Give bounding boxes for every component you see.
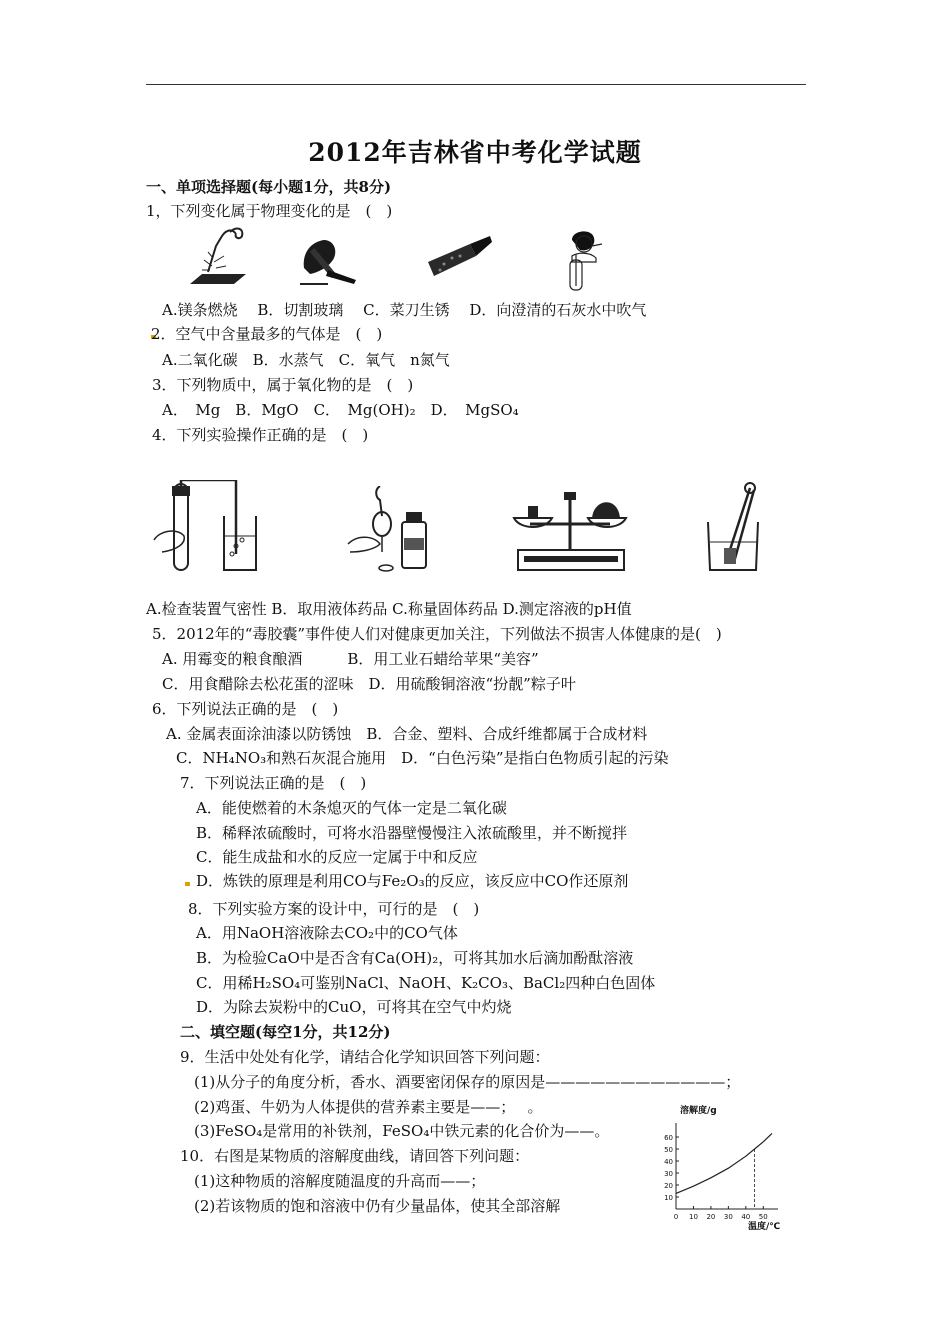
- question-7-option-b: B．稀释浓硫酸时，可将水沿器壁慢慢注入浓硫酸里，并不断搅拌: [196, 824, 628, 842]
- question-8-option-c: C．用稀H₂SO₄可鉴别NaCl、NaOH、K₂CO₃、BaCl₂四种白色固体: [196, 974, 656, 992]
- balance-weighing-image: [510, 488, 632, 574]
- y-tick-label: 30: [664, 1170, 673, 1178]
- question-9-part-3: (3)FeSO₄是常用的补铁剂，FeSO₄中铁元素的化合价为——。: [194, 1122, 610, 1140]
- ph-test-image: [700, 482, 772, 576]
- x-tick-label: 0: [673, 1213, 679, 1221]
- x-tick-label: 30: [723, 1213, 733, 1221]
- x-tick-label: 10: [688, 1213, 698, 1221]
- question-8-option-b: B．为检验CaO中是否含有Ca(OH)₂，可将其加水后滴加酚酞溶液: [196, 949, 634, 967]
- question-3: 3．下列物质中，属于氧化物的是 ( ): [152, 376, 414, 394]
- question-7-option-a: A．能使燃着的木条熄灭的气体一定是二氧化碳: [196, 799, 507, 817]
- question-5-options-ab: A. 用霉变的粮食酿酒 B．用工业石蜡给苹果“美容”: [162, 650, 539, 668]
- y-tick-label: 10: [664, 1194, 673, 1202]
- magnesium-burning-image: [186, 226, 256, 290]
- page-title: 2012年吉林省中考化学试题: [308, 138, 642, 167]
- question-2: 2．空气中含量最多的气体是 ( ): [151, 325, 383, 343]
- section-2-heading: 二、填空题(每空1分，共12分): [180, 1023, 391, 1041]
- header-rule: [146, 84, 806, 85]
- y-tick-label: 50: [664, 1146, 673, 1154]
- question-6: 6．下列说法正确的是 ( ): [152, 700, 339, 718]
- question-5-options-cd: C．用食醋除去松花蛋的涩味 D．用硫酸铜溶液“扮靓”粽子叶: [162, 675, 576, 693]
- solubility-curve: [676, 1133, 772, 1193]
- question-7-option-c: C．能生成盐和水的反应一定属于中和反应: [196, 848, 478, 866]
- rusty-knife-image: [424, 232, 494, 286]
- solubility-curve-chart: [660, 1103, 790, 1233]
- question-3-options: A． Mg B．MgO C． Mg(OH)₂ D． MgSO₄: [162, 401, 519, 419]
- question-9-part-1: (1)从分子的角度分析，香水、酒要密闭保存的原因是————————————；: [194, 1073, 741, 1091]
- question-6-options-ab: A. 金属表面涂油漆以防锈蚀 B．合金、塑料、合成纤维都属于合成材料: [166, 725, 648, 743]
- question-8: 8．下列实验方案的设计中，可行的是 ( ): [188, 900, 480, 918]
- y-tick-label: 60: [664, 1134, 673, 1142]
- dropper-liquid-image: [344, 486, 436, 576]
- question-2-options: A.二氧化碳 B．水蒸气 C．氧气 n氮气: [162, 351, 450, 369]
- question-7-option-d: D．炼铁的原理是利用CO与Fe₂O₃的反应，该反应中CO作还原剂: [196, 872, 629, 890]
- question-10-part-2: (2)若该物质的饱和溶液中仍有少量晶体，使其全部溶解: [194, 1197, 561, 1215]
- question-6-options-cd: C．NH₄NO₃和熟石灰混合施用 D．“白色污染”是指白色物质引起的污染: [176, 749, 669, 767]
- question-1-options: A.镁条燃烧 B．切割玻璃 C．菜刀生锈 D．向澄清的石灰水中吹气: [162, 301, 647, 319]
- x-tick-label: 50: [758, 1213, 768, 1221]
- x-tick-label: 40: [741, 1213, 751, 1221]
- question-5: 5．2012年的“毒胶囊”事件使人们对健康更加关注，下列做法不损害人体健康的是( ): [152, 625, 722, 643]
- airtightness-check-image: [152, 480, 264, 576]
- question-8-option-d: D．为除去炭粉中的CuO，可将其在空气中灼烧: [196, 998, 512, 1016]
- question-8-option-a: A．用NaOH溶液除去CO₂中的CO气体: [196, 924, 458, 942]
- question-10: 10．右图是某物质的溶解度曲线，请回答下列问题：: [180, 1147, 530, 1165]
- blowing-into-limewater-image: [562, 226, 612, 292]
- question-7: 7．下列说法正确的是 ( ): [180, 774, 367, 792]
- question-4: 4．下列实验操作正确的是 ( ): [152, 426, 369, 444]
- highlight-mark: [185, 882, 190, 886]
- glass-cutting-image: [298, 228, 362, 290]
- question-9-part-2: (2)鸡蛋、牛奶为人体提供的营养素主要是——； 。: [194, 1098, 543, 1116]
- y-tick-label: 40: [664, 1158, 673, 1166]
- y-tick-label: 20: [664, 1182, 673, 1190]
- question-9: 9．生活中处处有化学，请结合化学知识回答下列问题：: [180, 1048, 550, 1066]
- question-4-options: A.检查装置气密性 B．取用液体药品 C.称量固体药品 D.测定溶液的pH值: [146, 600, 632, 618]
- question-10-part-1: (1)这种物质的溶解度随温度的升高而——；: [194, 1172, 486, 1190]
- section-1-heading: 一、单项选择题(每小题1分，共8分): [146, 178, 392, 196]
- x-axis-label: 温度/℃: [748, 1222, 781, 1232]
- x-tick-label: 20: [706, 1213, 716, 1221]
- question-1: 1，下列变化属于物理变化的是 ( ): [146, 202, 393, 220]
- y-axis-label: 溶解度/g: [680, 1106, 717, 1116]
